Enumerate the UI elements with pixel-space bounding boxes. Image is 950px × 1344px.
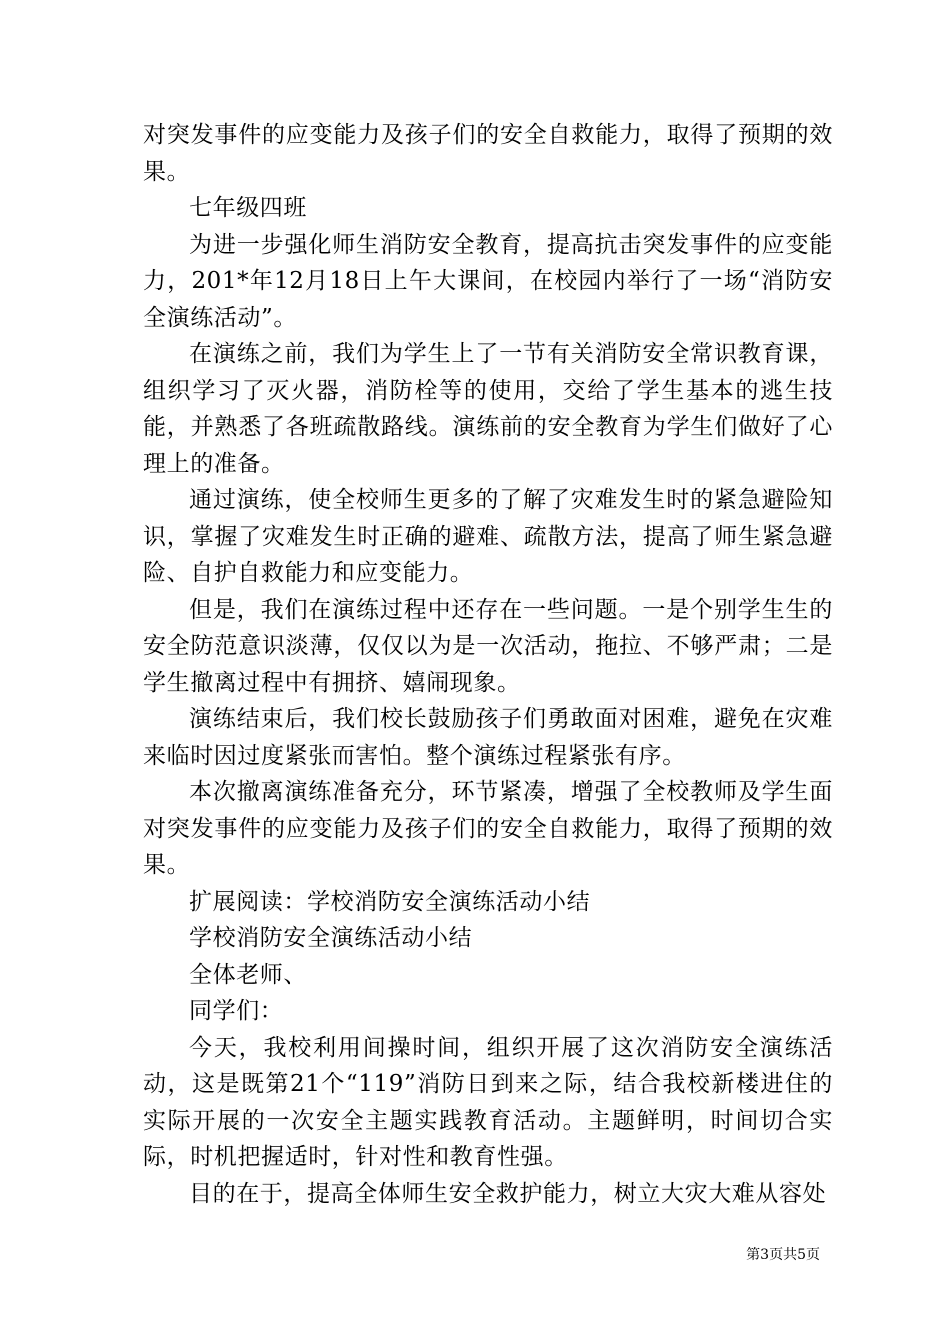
paragraph-extended-reading: 扩展阅读：学校消防安全演练活动小结 bbox=[189, 888, 591, 915]
paragraph-purpose: 目的在于，提高全体师生安全救护能力，树立大灾大难从容处 bbox=[189, 1180, 827, 1207]
page-number: 第3页共5页 bbox=[746, 1247, 820, 1263]
paragraph-problems: 但是，我们在演练过程中还存在一些问题。一是个别学生生的安全防范意识淡薄，仅仅以为是一次活动，拖拉、不够严肃；二是学生撤离过程中有拥挤、嬉闹现象。 bbox=[143, 596, 833, 696]
paragraph-today: 今天，我校利用间操时间，组织开展了这次消防安全演练活动，这是既第21个“119”消防日到来之际，结合我校新楼进住的实际开展的一次安全主题实践教育活动。主题鲜明，时间切合实际，时机把握适时，针对性和教育性强。 bbox=[143, 1034, 833, 1170]
document-body bbox=[143, 117, 833, 1212]
paragraph-intro: 为进一步强化师生消防安全教育，提高抗击突发事件的应变能力，201*年12月18日上午大课间，在校园内举行了一场“消防安全演练活动”。 bbox=[143, 231, 833, 331]
paragraph-preparation: 在演练之前，我们为学生上了一节有关消防安全常识教育课，组织学习了灭火器，消防栓等的使用，交给了学生基本的逃生技能，并熟悉了各班疏散路线。演练前的安全教育为学生们做好了心理上的准备。 bbox=[143, 341, 833, 477]
paragraph-outcome: 通过演练，使全校师生更多的了解了灾难发生时的紧急避险知识，掌握了灾难发生时正确的避难、疏散方法，提高了师生紧急避险、自护自救能力和应变能力。 bbox=[143, 487, 833, 586]
paragraph-continuation: 对突发事件的应变能力及孩子们的安全自救能力，取得了预期的效果。 bbox=[143, 122, 833, 185]
paragraph-summary: 本次撤离演练准备充分，环节紧凑，增强了全校教师及学生面对突发事件的应变能力及孩子们的安全自救能力，取得了预期的效果。 bbox=[143, 779, 833, 878]
paragraph-subtitle: 学校消防安全演练活动小结 bbox=[189, 925, 473, 951]
paragraph-class-name: 七年级四班 bbox=[189, 195, 307, 221]
paragraph-after-drill: 演练结束后，我们校长鼓励孩子们勇敢面对困难，避免在灾难来临时因过度紧张而害怕。整个演练过程紧张有序。 bbox=[143, 706, 833, 769]
paragraph-salutation-students: 同学们： bbox=[189, 998, 284, 1024]
paragraph-salutation-teachers: 全体老师、 bbox=[189, 961, 307, 988]
